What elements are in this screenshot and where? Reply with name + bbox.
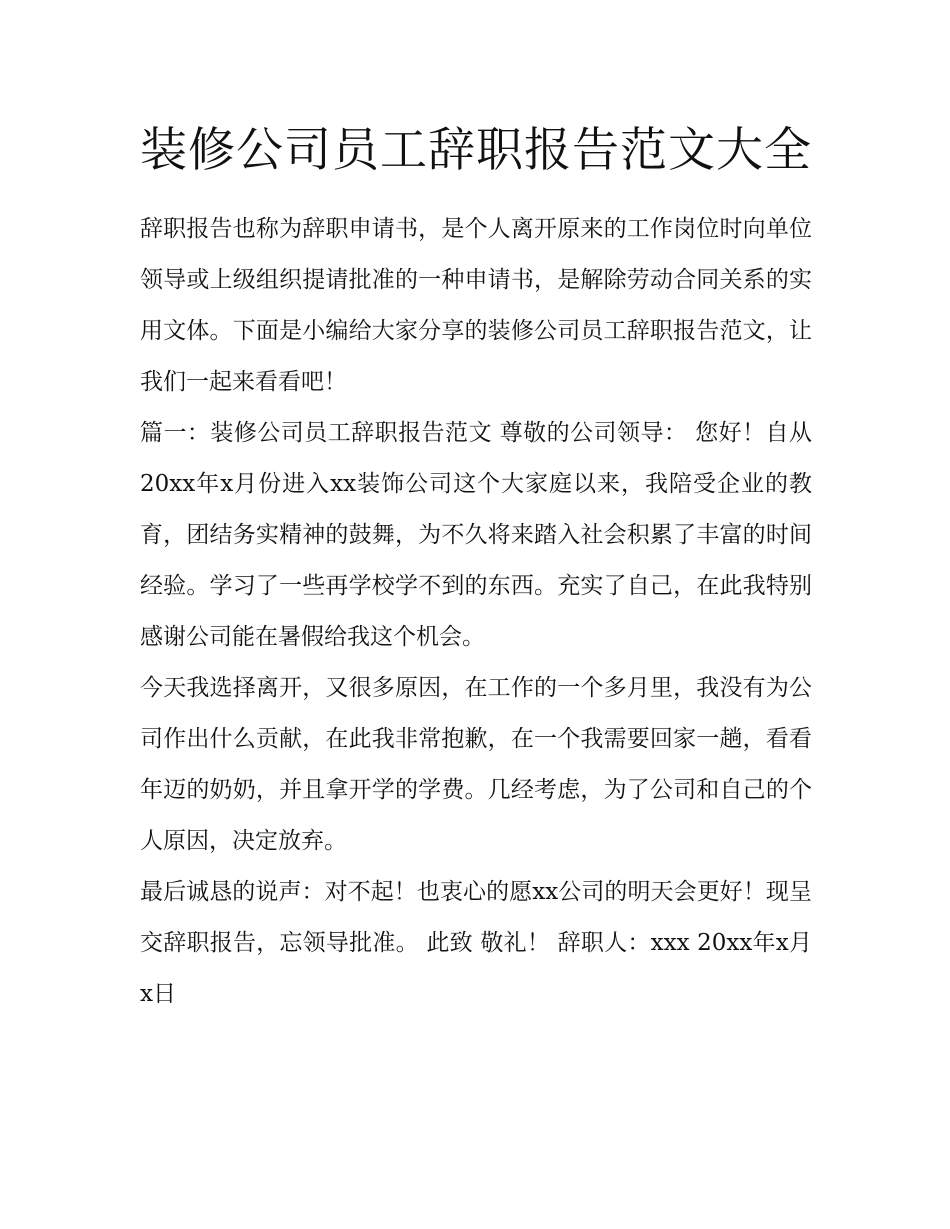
document-page [140, 112, 812, 1020]
document-title: 装修公司员工辞职报告范文大全 [140, 123, 812, 178]
body-paragraph-2: 今天我选择离开，又很多原因，在工作的一个多月里，我没有为公司作出什么贡献，在此我非常抱歉，在一个我需要回家一趟，看看年迈的奶奶，并且拿开学的学费。几经考虑，为了公司和自己的个人原因，决定放弃。 [140, 675, 812, 854]
body-paragraph-1: 篇一：装修公司员工辞职报告范文 尊敬的公司领导： 您好！自从20xx年x月份进入xx装饰公司这个大家庭以来，我陪受企业的教育，团结务实精神的鼓舞，为不久将来踏入社会积累了丰富的时间经验。学习了一些再学校学不到的东西。充实了自己，在此我特别感谢公司能在暑假给我这个机会。 [140, 420, 812, 650]
intro-paragraph: 辞职报告也称为辞职申请书，是个人离开原来的工作岗位时向单位领导或上级组织提请批准的一种申请书，是解除劳动合同关系的实用文体。下面是小编给大家分享的装修公司员工辞职报告范文，让我们一起来看看吧！ [140, 216, 812, 395]
closing-paragraph: 最后诚恳的说声：对不起！也衷心的愿xx公司的明天会更好！现呈交辞职报告，忘领导批准。 此致 敬礼！ 辞职人：xxx 20xx年x月x日 [140, 879, 812, 1007]
